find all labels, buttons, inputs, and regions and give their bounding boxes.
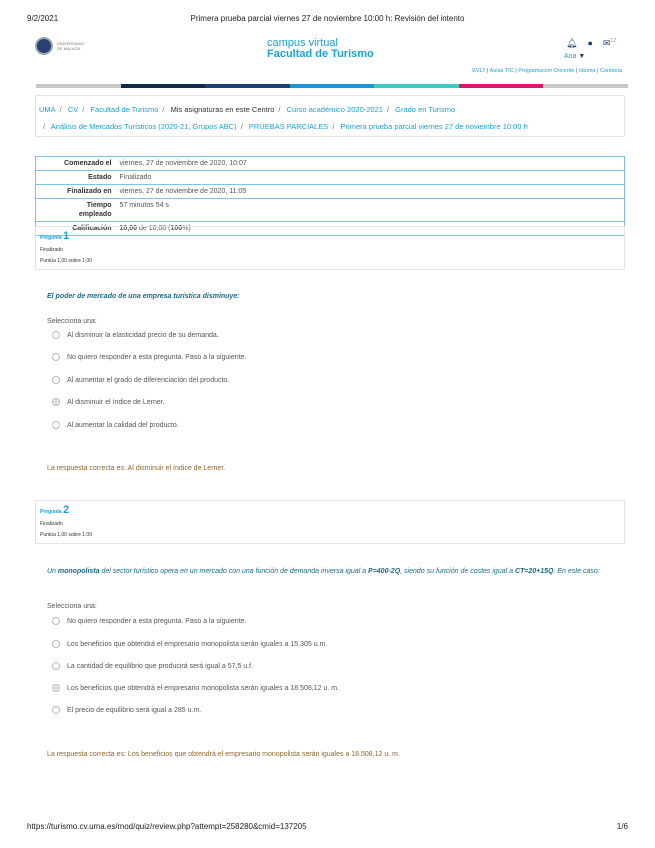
top-links: EVLT | Aulas TIC | Programación Docente | Idioma | Contacta xyxy=(472,68,622,74)
link-evlt[interactable]: EVLT xyxy=(472,68,486,74)
radio-checked-icon xyxy=(52,398,60,406)
answer-option[interactable]: La cantidad de equilibrio que producirá será igual a 57,5 u.f. xyxy=(52,662,253,670)
question-2-text: Un monopolista del sector turístico opera en un mercado con una función de demanda inversa igual a P=400-2Q, siendo su función de costes igual a CT=20+15Q. En este caso: xyxy=(47,568,600,575)
answer-option[interactable]: Los beneficios que obtendrá el empresario monopolista serán iguales a 15.305 u.m. xyxy=(52,640,327,648)
answer-option[interactable]: El precio de equilibrio será igual a 285 u.m. xyxy=(52,706,201,714)
attempt-summary: Comenzado el viernes, 27 de noviembre de 2020, 10:07 Estado Finalizado Finalizado en viernes, 27 de noviembre de 2020, 11:05 Tiempo empleado 57 minutos 54 s Calificación 10,00 de 10,00 (100%) xyxy=(35,156,625,236)
link-contacta[interactable]: Contacta xyxy=(599,68,622,74)
radio-icon xyxy=(52,353,60,361)
user-menu[interactable]: Ana ▼ xyxy=(564,53,586,60)
seal-icon xyxy=(35,37,53,55)
link-idioma[interactable]: Idioma xyxy=(578,68,596,74)
answer-option[interactable]: Al aumentar el grado de diferenciación del producto. xyxy=(52,376,229,384)
question-1-info: Pregunta 1 Finalizado Puntúa 1,00 sobre 1,00 xyxy=(35,226,625,270)
university-logo[interactable]: UNIVERSIDAD DE MÁLAGA xyxy=(35,37,87,55)
crumb-grado[interactable]: Grado en Turismo xyxy=(395,105,456,114)
print-date: 9/2/2021 xyxy=(27,14,59,23)
question-1-text: El poder de mercado de una empresa turística disminuye: xyxy=(47,293,240,300)
caret-down-icon: ▼ xyxy=(578,53,586,60)
radio-icon xyxy=(52,331,60,339)
crumb-pruebas[interactable]: PRUEBAS PARCIALES xyxy=(248,122,329,131)
page-number: 1/6 xyxy=(616,822,628,831)
radio-icon xyxy=(52,617,60,625)
correct-answer: La respuesta correcta es: Al disminuir el índice de Lerner. xyxy=(47,465,226,472)
chat-icon[interactable]: ● xyxy=(587,38,593,48)
breadcrumb: UMA / CV / Facultad de Turismo / Mis asignaturas en este Centro / Curso académico 2020-2021 / Grado en Turismo / Análisis de Mercados Turísticos (2020-21, Grupos ABC) / PRUEBAS PARCIALES / Primera prueba parcial viernes 27 de noviembre 10:00 h xyxy=(35,95,625,137)
answer-option[interactable]: No quiero responder a esta pregunta. Paso a la siguiente. xyxy=(52,617,246,625)
question-2-info: Pregunta 2 Finalizado Puntúa 1,00 sobre 1,00 xyxy=(35,500,625,544)
grade: 10,00 de 10,00 (100%) xyxy=(116,222,625,236)
link-aulas-tic[interactable]: Aulas TIC xyxy=(489,68,514,74)
radio-icon xyxy=(52,421,60,429)
crumb-cv[interactable]: CV xyxy=(67,105,79,114)
crumb-uma[interactable]: UMA xyxy=(39,105,56,114)
answer-option[interactable]: Al aumentar la calidad del producto. xyxy=(52,421,179,429)
link-programacion[interactable]: Programación Docente xyxy=(518,68,575,74)
faculty-title: Facultad de Turismo xyxy=(267,48,374,60)
color-bar xyxy=(36,84,628,88)
answer-option-selected[interactable]: Los beneficios que obtendrá el empresario monopolista serán iguales a 18.508,12 u. m. xyxy=(52,684,339,692)
crumb-asignatura[interactable]: Análisis de Mercados Turísticos (2020-21, Grupos ABC) xyxy=(50,122,237,131)
radio-checked-icon xyxy=(52,684,60,692)
crumb-curso[interactable]: Curso académico 2020-2021 xyxy=(286,105,383,114)
radio-icon xyxy=(52,376,60,384)
bell-icon[interactable]: 🔔︎ xyxy=(566,38,578,48)
crumb-facultad[interactable]: Facultad de Turismo xyxy=(90,105,159,114)
radio-icon xyxy=(52,640,60,648)
print-title: Primera prueba parcial viernes 27 de noviembre 10:00 h: Revisión del intento xyxy=(190,14,465,23)
campus-label: campus virtual xyxy=(267,37,338,49)
answer-option[interactable]: No quiero responder a esta pregunta. Paso a la siguiente. xyxy=(52,353,246,361)
mail-icon[interactable]: ✉$^{12}$ xyxy=(602,38,616,48)
print-url: https://turismo.cv.uma.es/mod/quiz/review.php?attempt=258280&cmid=137205 xyxy=(27,822,307,831)
answer-option[interactable]: Al disminuir la elasticidad precio de su demanda. xyxy=(52,331,219,339)
answer-option-selected[interactable]: Al disminuir el índice de Lerner. xyxy=(52,398,165,406)
crumb-asignaturas: Mis asignaturas en este Centro xyxy=(170,105,275,114)
correct-answer: La respuesta correcta es: Los beneficios que obtendrá el empresario monopolista serán iguales a 18.508,12 u. m. xyxy=(47,751,400,758)
header-icons xyxy=(566,38,616,49)
crumb-prueba[interactable]: Primera prueba parcial viernes 27 de noviembre 10:00 h xyxy=(340,122,528,131)
radio-icon xyxy=(52,706,60,714)
radio-icon xyxy=(52,662,60,670)
